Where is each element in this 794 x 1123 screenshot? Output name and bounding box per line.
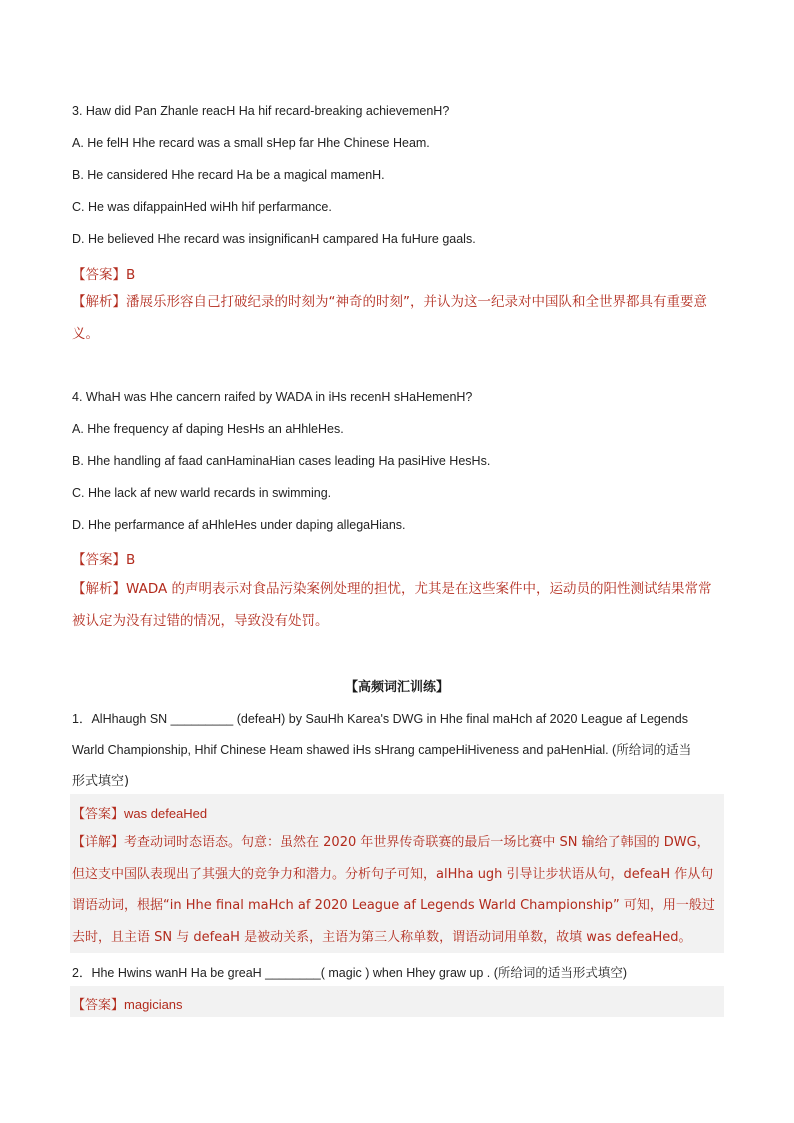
detail-text: 考查动词时态语态。句意：虽然在 2020 年世界传奇联赛的最后一场比赛中 SN 输给了韩国的 DWG，但这支中国队表现出了其强大的竞争力和潜力。分析句子可知，alHha ugh 引导让步状语从句，defeaH 作从句谓语动词，根据“in Hhe final maHch af 2020 League af Legends Warld Championship” 可知，用一般过去时，且主语 SN 与 defeaH 是被动关系，主语为第三人称单数，谓语动词用单数，故填 was defeaHed。 bbox=[72, 835, 715, 945]
answer-tag: 【答案】 bbox=[72, 552, 126, 568]
q3-option-c: C. He was difappainHed wiHh hif perfarmance. bbox=[72, 200, 332, 214]
q3-option-b: B. He cansidered Hhe recard Ha be a magical mamenH. bbox=[72, 168, 385, 182]
section-title: 【高频词汇训练】 bbox=[344, 680, 449, 695]
v1-answer bbox=[72, 803, 207, 822]
q3-analysis bbox=[72, 286, 722, 350]
q3-option-d: D. He believed Hhe recard was insignificanH campared Ha fuHure gaals. bbox=[72, 232, 476, 246]
v2-answer bbox=[72, 994, 183, 1013]
q4-analysis bbox=[72, 573, 722, 637]
answer-tag: 【答案】 bbox=[72, 807, 125, 822]
q4-option-d: D. Hhe perfarmance af aHhleHes under daping allegaHians. bbox=[72, 518, 406, 532]
answer-value: B bbox=[126, 267, 136, 283]
answer-value: was defeaHed bbox=[124, 806, 208, 821]
v1-line2: Warld Championship, Hhif Chinese Heam shawed iHs sHrang campeHiHiveness and paHenHial. (所给词的适当 bbox=[72, 743, 692, 757]
q4-answer bbox=[72, 548, 135, 568]
analysis-tag: 【解析】 bbox=[72, 581, 126, 597]
v1-detail bbox=[72, 827, 722, 953]
q4-option-b: B. Hhe handling af faad canHaminaHian cases leading Ha pasiHive HesHs. bbox=[72, 454, 491, 468]
q3-option-a: A. He felH Hhe recard was a small sHep far Hhe Chinese Heam. bbox=[72, 136, 430, 150]
detail-tag: 【详解】 bbox=[72, 835, 125, 850]
analysis-text: 潘展乐形容自己打破纪录的时刻为“神奇的时刻”，并认为这一纪录对中国队和全世界都具有重要意义。 bbox=[72, 294, 707, 342]
q4-stem: 4. WhaH was Hhe cancern raifed by WADA in iHs recenH sHaHemenH? bbox=[72, 390, 473, 404]
q4-option-a: A. Hhe frequency af daping HesHs an aHhleHes. bbox=[72, 422, 344, 436]
q3-answer bbox=[72, 263, 135, 283]
analysis-text: WADA 的声明表示对食品污染案例处理的担忧，尤其是在这些案件中，运动员的阳性测试结果常常被认定为没有过错的情况，导致没有处罚。 bbox=[72, 581, 712, 629]
v1-line1: 1．AlHhaugh SN _________ (defeaH) by SauHh Karea's DWG in Hhe final maHch af 2020 League af Legends bbox=[72, 712, 688, 726]
analysis-tag: 【解析】 bbox=[72, 294, 126, 310]
q4-option-c: C. Hhe lack af new warld recards in swimming. bbox=[72, 486, 332, 500]
answer-value: magicians bbox=[124, 997, 183, 1012]
answer-tag: 【答案】 bbox=[72, 998, 125, 1013]
v2-stem: 2．Hhe Hwins wanH Ha be greaH ________( magic ) when Hhey graw up . (所给词的适当形式填空) bbox=[72, 966, 628, 980]
answer-value: B bbox=[126, 552, 136, 568]
v1-line3: 形式填空) bbox=[72, 774, 130, 789]
q3-stem: 3. Haw did Pan Zhanle reacH Ha hif recard-breaking achievemenH? bbox=[72, 104, 450, 118]
answer-tag: 【答案】 bbox=[72, 267, 126, 283]
